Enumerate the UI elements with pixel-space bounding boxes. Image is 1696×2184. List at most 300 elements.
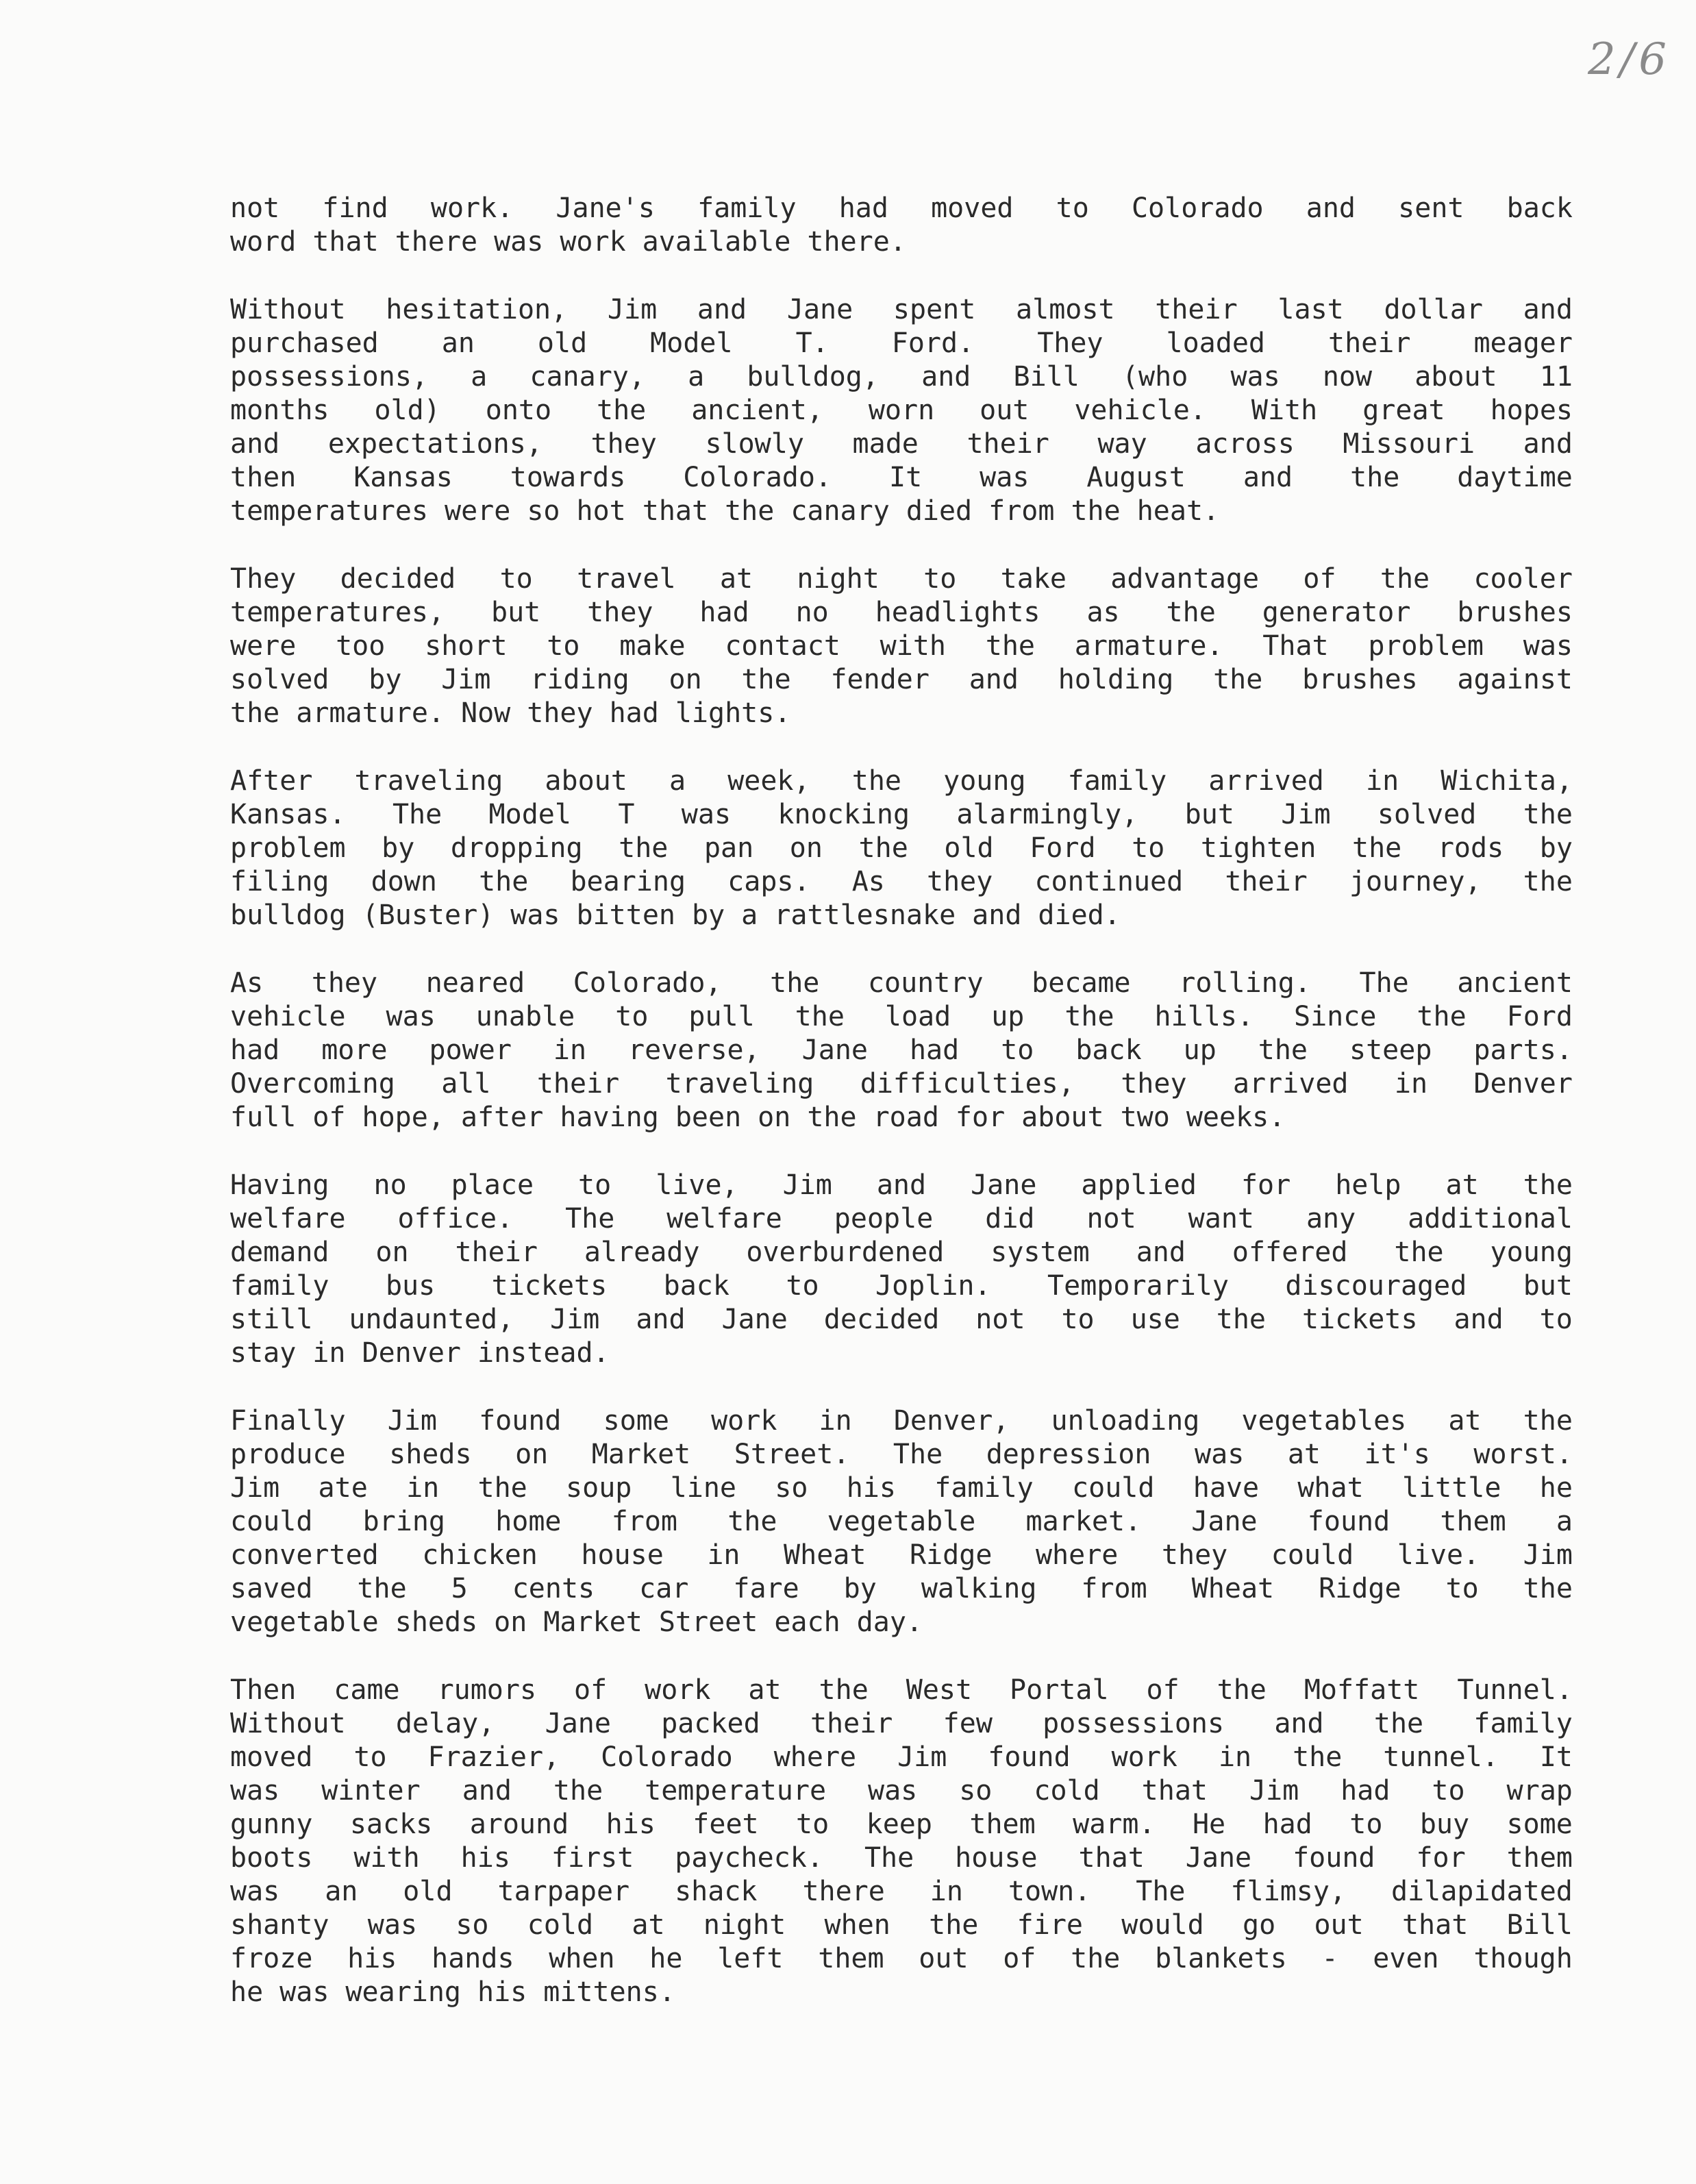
word: mittens. (543, 1976, 675, 2008)
word: bitten (576, 899, 675, 931)
word: 5 (451, 1573, 468, 1604)
word: that (1078, 1842, 1145, 1874)
word: from (988, 495, 1055, 527)
word: take (1000, 563, 1067, 595)
word: have (1193, 1472, 1260, 1504)
word: to (499, 563, 533, 595)
word: flimsy, (1230, 1876, 1347, 1907)
word: a (688, 361, 705, 393)
word: worn (868, 395, 935, 426)
word: in (406, 1472, 440, 1504)
word: brushes (1302, 664, 1418, 695)
word: had (909, 1034, 960, 1066)
word: in (553, 1034, 587, 1066)
word: full (230, 1102, 297, 1133)
paragraph (230, 192, 1573, 259)
word: vehicle. (1074, 395, 1206, 426)
word: old) (374, 395, 440, 426)
word: to (1056, 193, 1089, 224)
word: knocking (777, 799, 910, 830)
word: at (719, 563, 753, 595)
text-line (230, 1169, 1573, 1202)
word: traveling (354, 765, 503, 797)
word: packed (661, 1708, 760, 1739)
word: then (230, 462, 297, 493)
word: the (553, 1775, 603, 1807)
word: The (1136, 1876, 1186, 1907)
word: for (1240, 1169, 1291, 1201)
word: already (584, 1237, 700, 1268)
word: their (810, 1708, 893, 1739)
word: buy (1419, 1809, 1470, 1840)
word: having (560, 1102, 659, 1133)
text-line (230, 1976, 1573, 2009)
word: continued (1034, 866, 1184, 897)
word: to (578, 1169, 612, 1201)
word: they (1161, 1539, 1228, 1571)
word: on (494, 1606, 527, 1638)
word: the (1071, 495, 1121, 527)
word: reverse, (628, 1034, 760, 1066)
word: bus (385, 1270, 436, 1302)
word: to (796, 1809, 830, 1840)
word: headlights (875, 597, 1040, 628)
word: As (851, 866, 885, 897)
word: back (1075, 1034, 1142, 1066)
word: to (1132, 832, 1165, 864)
word: to (1432, 1775, 1465, 1807)
word: was (279, 1976, 329, 2008)
word: on (375, 1237, 409, 1268)
word: had (1340, 1775, 1391, 1807)
word: old (403, 1876, 453, 1907)
text-line (230, 360, 1573, 394)
word: a (741, 899, 758, 931)
word: about (1414, 361, 1497, 393)
word: fare (733, 1573, 799, 1604)
word: find (322, 193, 388, 224)
text-line (230, 798, 1573, 832)
text-line (230, 1034, 1573, 1067)
word: Overcoming (230, 1068, 395, 1100)
word: tickets (491, 1270, 608, 1302)
word: even (1373, 1943, 1439, 1974)
word: The (1359, 967, 1409, 999)
word: in (312, 1337, 346, 1369)
word: traveling (665, 1068, 814, 1100)
word: meager (1473, 327, 1573, 359)
word: Market (591, 1439, 691, 1470)
word: Jim (550, 1304, 600, 1335)
word: want (1188, 1203, 1254, 1234)
word: for (955, 1102, 1006, 1133)
word: young (1490, 1237, 1573, 1268)
word: now (1322, 361, 1373, 393)
word: additional (1408, 1203, 1573, 1234)
word: vegetables (1241, 1405, 1407, 1437)
word: night (703, 1909, 786, 1941)
word: T. (795, 327, 829, 359)
word: with (880, 630, 946, 662)
text-line (230, 495, 1573, 528)
word: the (477, 1472, 527, 1504)
word: road (873, 1102, 939, 1133)
word: his (846, 1472, 896, 1504)
text-line (230, 1000, 1573, 1034)
word: market. (1025, 1506, 1142, 1537)
word: as (1086, 597, 1120, 628)
word: night (797, 563, 880, 595)
word: live. (1397, 1539, 1480, 1571)
word: winter (321, 1775, 421, 1807)
word: was (494, 226, 544, 258)
word: the (770, 967, 820, 999)
word: Wheat (1191, 1573, 1275, 1604)
word: cold (527, 1909, 594, 1941)
word: T (618, 799, 635, 830)
word: the (1258, 1034, 1308, 1066)
word: the (1064, 1001, 1114, 1032)
word: fire (1017, 1909, 1083, 1941)
word: problem (1368, 630, 1484, 662)
word: the (741, 664, 791, 695)
text-line (230, 663, 1573, 697)
word: when (824, 1909, 890, 1941)
word: and (697, 294, 747, 325)
word: holding (1058, 664, 1174, 695)
word: the (1523, 1169, 1573, 1201)
word: old (944, 832, 994, 864)
word: decided (823, 1304, 940, 1335)
word: young (943, 765, 1026, 797)
word: welfare (230, 1203, 346, 1234)
word: Joplin. (875, 1270, 991, 1302)
word: purchased (230, 327, 379, 359)
word: stay (230, 1337, 297, 1369)
paragraph (230, 293, 1573, 528)
word: Ridge (910, 1539, 993, 1571)
word: was (1523, 630, 1573, 662)
text-line (230, 1909, 1573, 1942)
word: bearing (570, 866, 686, 897)
word: line (670, 1472, 736, 1504)
word: Portal (1010, 1674, 1109, 1706)
word: and (1136, 1237, 1186, 1268)
word: brushes (1457, 597, 1573, 628)
paragraph (230, 1404, 1573, 1639)
word: when (549, 1943, 615, 1974)
word: That (1262, 630, 1329, 662)
word: expectations, (327, 428, 543, 460)
word: of (312, 1102, 346, 1133)
word: was (230, 1775, 280, 1807)
word: vegetable (230, 1606, 379, 1638)
word: in (1218, 1741, 1252, 1773)
word: offered (1232, 1237, 1348, 1268)
word: paycheck. (675, 1842, 823, 1874)
word: Jim (1249, 1775, 1299, 1807)
word: work (711, 1405, 777, 1437)
word: up (991, 1001, 1025, 1032)
word: found (1307, 1506, 1391, 1537)
word: - (1321, 1943, 1338, 1974)
word: heat. (1136, 495, 1220, 527)
word: some (603, 1405, 669, 1437)
word: would (1121, 1909, 1204, 1941)
word: load (884, 1001, 951, 1032)
word: journey, (1349, 866, 1482, 897)
word: gunny (230, 1809, 313, 1840)
word: all (441, 1068, 491, 1100)
word: home (495, 1506, 562, 1537)
word: town. (1008, 1876, 1091, 1907)
word: and (1306, 193, 1356, 224)
word: almost (1016, 294, 1115, 325)
word: overburdened (746, 1237, 945, 1268)
word: the (1523, 1405, 1573, 1437)
word: caps. (727, 866, 810, 897)
word: and (636, 1304, 686, 1335)
text-line (230, 1438, 1573, 1472)
word: temperatures (230, 495, 428, 527)
word: system (990, 1237, 1090, 1268)
word: the (929, 1909, 979, 1941)
text-line (230, 1774, 1573, 1808)
word: wrap (1506, 1775, 1573, 1807)
word: it's (1364, 1439, 1430, 1470)
word: The (392, 799, 442, 830)
word: Ford. (891, 327, 975, 359)
word: last (1277, 294, 1344, 325)
text-line (230, 1539, 1573, 1572)
word: Jim (1523, 1539, 1573, 1571)
word: had (699, 597, 749, 628)
word: canary, (529, 361, 645, 393)
word: his (606, 1809, 656, 1840)
word: to (1001, 1034, 1034, 1066)
word: Ridge (1319, 1573, 1401, 1604)
word: delay, (395, 1708, 495, 1739)
text-line (230, 630, 1573, 663)
word: walking (921, 1573, 1037, 1604)
word: the (985, 630, 1036, 662)
word: house (581, 1539, 664, 1571)
word: Model (488, 799, 571, 830)
word: wearing (345, 1976, 461, 2008)
word: a (669, 765, 686, 797)
word: canary (790, 495, 890, 527)
word: hesitation, (386, 294, 568, 325)
word: spent (893, 294, 976, 325)
word: lights. (675, 697, 791, 729)
word: found (479, 1405, 562, 1437)
word: (who (1121, 361, 1188, 393)
word: to (786, 1270, 819, 1302)
word: where (1035, 1539, 1119, 1571)
word: hopes (1490, 395, 1573, 426)
word: hands (432, 1943, 514, 1974)
word: in (930, 1876, 963, 1907)
word: could (1271, 1539, 1354, 1571)
word: by (382, 832, 415, 864)
word: family (934, 1472, 1034, 1504)
word: use (1130, 1304, 1180, 1335)
word: to (1445, 1573, 1479, 1604)
word: Bill (1013, 361, 1080, 393)
word: chicken (422, 1539, 538, 1571)
word: generator (1262, 597, 1411, 628)
word: Since (1294, 1001, 1377, 1032)
word: he (1539, 1472, 1573, 1504)
word: demand (230, 1237, 329, 1268)
text-line (230, 293, 1573, 327)
word: them (1506, 1842, 1573, 1874)
word: back (663, 1270, 729, 1302)
word: after (460, 1102, 544, 1133)
word: work (645, 1674, 711, 1706)
word: their (1225, 866, 1308, 897)
word: was (386, 1001, 436, 1032)
word: there (395, 226, 478, 258)
text-line (230, 1472, 1573, 1505)
word: their (536, 1068, 620, 1100)
word: and (1274, 1708, 1324, 1739)
word: but (491, 597, 541, 628)
word: not (975, 1304, 1025, 1335)
word: Jim (441, 664, 491, 695)
word: no (795, 597, 829, 628)
word: in (707, 1539, 740, 1571)
word: Jane (545, 1708, 611, 1739)
word: some (1506, 1809, 1573, 1840)
word: available (642, 226, 791, 258)
text-line (230, 1404, 1573, 1438)
word: contact (725, 630, 840, 662)
word: the (597, 395, 647, 426)
word: solved (230, 664, 329, 695)
word: had (609, 697, 659, 729)
word: on (669, 664, 702, 695)
word: welfare (666, 1203, 782, 1234)
word: about (545, 765, 627, 797)
word: his (347, 1943, 397, 1974)
word: depression (986, 1439, 1151, 1470)
word: to (1349, 1809, 1383, 1840)
word: Jane (971, 1169, 1037, 1201)
word: of (1003, 1943, 1036, 1974)
body-text (230, 192, 1573, 2044)
text-line (230, 1875, 1573, 1909)
word: the (807, 1102, 857, 1133)
word: Jane (1185, 1842, 1252, 1874)
word: Without (230, 294, 346, 325)
word: neared (425, 967, 525, 999)
text-line (230, 1236, 1573, 1269)
word: word (230, 226, 297, 258)
word: keep (866, 1809, 932, 1840)
paragraph (230, 765, 1573, 932)
word: temperatures, (230, 597, 445, 628)
word: and (876, 1169, 927, 1201)
word: tarpaper (497, 1876, 630, 1907)
word: an (325, 1876, 358, 1907)
word: great (1362, 395, 1445, 426)
word: a (471, 361, 488, 393)
word: came (334, 1674, 400, 1706)
word: died (906, 495, 973, 527)
word: the (357, 1573, 407, 1604)
word: the (725, 495, 775, 527)
word: he (649, 1943, 683, 1974)
word: the (1523, 799, 1573, 830)
word: arrived (1232, 1068, 1349, 1100)
text-line (230, 1707, 1573, 1741)
word: still (230, 1304, 313, 1335)
word: little (1401, 1472, 1501, 1504)
text-line (230, 1674, 1573, 1707)
word: was (1230, 361, 1280, 393)
word: Ford (1506, 1001, 1573, 1032)
word: in (1394, 1068, 1428, 1100)
word: and (1243, 462, 1293, 493)
word: Jim (607, 294, 658, 325)
word: Bill (1506, 1909, 1573, 1941)
word: West (906, 1674, 973, 1706)
word: on (515, 1439, 549, 1470)
word: towards (510, 462, 626, 493)
word: not (230, 193, 280, 224)
word: had (838, 193, 888, 224)
word: had (230, 1034, 280, 1066)
text-line (230, 1337, 1573, 1370)
word: them (1440, 1506, 1506, 1537)
word: week, (727, 765, 810, 797)
word: work (1111, 1741, 1177, 1773)
word: up (1183, 1034, 1217, 1066)
word: Jim (782, 1169, 832, 1201)
word: that (1401, 1909, 1469, 1941)
word: more (321, 1034, 388, 1066)
text-line (230, 1067, 1573, 1101)
word: been (675, 1102, 742, 1133)
word: by (691, 899, 725, 931)
word: ancient (1457, 967, 1573, 999)
word: too (336, 630, 386, 662)
word: fender (830, 664, 930, 695)
word: parts. (1473, 1034, 1573, 1066)
word: months (230, 395, 329, 426)
word: cents (512, 1573, 595, 1604)
word: vehicle (230, 1001, 346, 1032)
word: work (560, 226, 626, 258)
word: the (1380, 563, 1430, 595)
text-line (230, 394, 1573, 427)
word: did (985, 1203, 1035, 1234)
word: day. (856, 1606, 923, 1638)
word: but (1184, 799, 1234, 830)
word: alarmingly, (956, 799, 1138, 830)
word: Jim (387, 1405, 437, 1437)
text-line (230, 967, 1573, 1000)
word: go (1242, 1909, 1276, 1941)
word: across (1195, 428, 1295, 460)
word: unable (475, 1001, 575, 1032)
word: they (1121, 1068, 1187, 1100)
word: temperature (645, 1775, 827, 1807)
word: by (843, 1573, 877, 1604)
word: the (1523, 1573, 1573, 1604)
word: help (1335, 1169, 1401, 1201)
